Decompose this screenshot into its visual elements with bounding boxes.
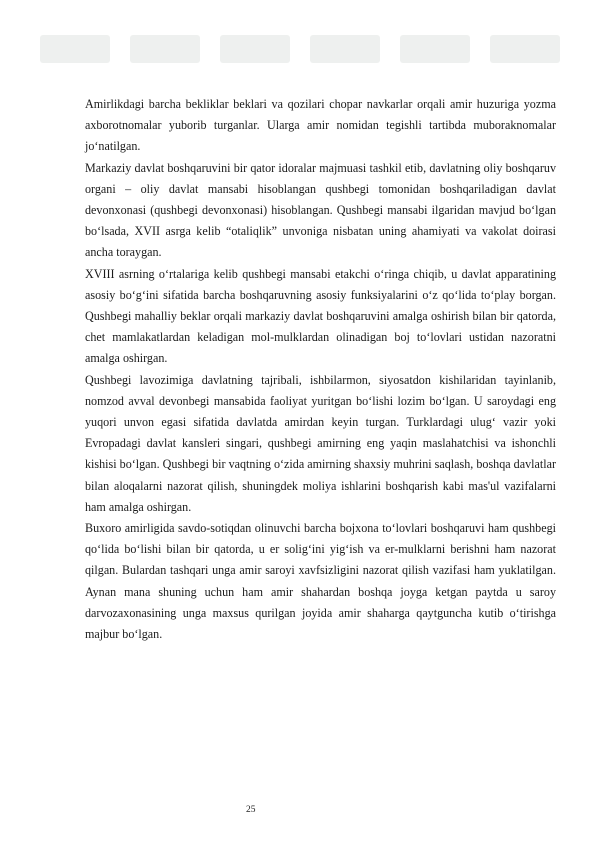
page-number: 25	[246, 805, 256, 815]
document-body	[85, 94, 556, 645]
paragraph: Markaziy davlat boshqaruvini bir qator idoralar majmuasi tashkil etib, davlatning oliy boshqaruv organi – oliy davlat mansabi hisoblangan qushbegi tomonidan boshqariladigan davlat devonxonasi (qushbegi devonxonasi) hisoblangan. Qushbegi mansabi ilgaridan mavjud bo‘lgan bo‘lsada, XVII asrga kelib “otaliqlik” unvoniga nisbatan uning ahamiyati va vakolat doirasi ancha toraygan.	[85, 160, 556, 260]
paragraph: Amirlikdagi barcha bekliklar beklari va qozilari chopar navkarlar orqali amir huzuriga yozma axborotnomalar yuborib turganlar. Ularga amir nomidan tegishli tartibda muboraknomalar jo‘natilgan.	[85, 97, 556, 154]
paragraph: Buxoro amirligida savdo-sotiqdan olinuvchi barcha bojxona to‘lovlari boshqaruvi ham qushbegi qo‘lida bo‘lishi bilan bir qatorda, u er solig‘ini yig‘ish va er-mulklarni berishni ham nazorat qilgan. Bulardan tashqari unga amir saroyi xavfsizligini nazorat qilish vazifasi ham yuklatilgan. Aynan mana shuning uchun ham amir shahardan boshqa joyga ketgan paytda u saroy darvozaxonasining unga maxsus qurilgan joyida amir shaharga qaytguncha kutib o‘tirishga majbur bo‘lgan.	[85, 521, 556, 642]
paragraph: Qushbegi lavozimiga davlatning tajribali, ishbilarmon, siyosatdon kishilaridan tayinlanib, nomzod avval devonbegi mansabida faoliyat yuritgan bo‘lishi lozim bo‘lgan. U saroydagi eng yuqori unvon egasi sifatida davlatda amirdan keyin turgan. Turklardagi ulug‘ vazir yoki Evropadagi davlat kansleri singari, qushbegi amirning eng yaqin maslahatchisi va ishonchli kishisi bo‘lgan. Qushbegi bir vaqtning o‘zida amirning shaxsiy muhrini saqlash, boshqa davlatlar bilan aloqalarni nazorat qilish, shuningdek moliya ishlarini boshqarish kabi mas'ul vazifalarni ham amalga oshirgan.	[85, 372, 556, 514]
paragraph: XVIII asrning o‘rtalariga kelib qushbegi mansabi etakchi o‘ringa chiqib, u davlat apparatining asosiy bo‘g‘ini sifatida barcha boshqaruvning asosiy funksiyalarini o‘z qo‘lida to‘play borgan. Qushbegi mahalliy beklar orqali markaziy davlat boshqaruvini amalga oshirish bilan bir qatorda, chet mamlakatlardan keladigan mol-mulklardan olinadigan boj to‘lovlari ustidan nazoratni amalga oshirgan.	[85, 266, 556, 366]
